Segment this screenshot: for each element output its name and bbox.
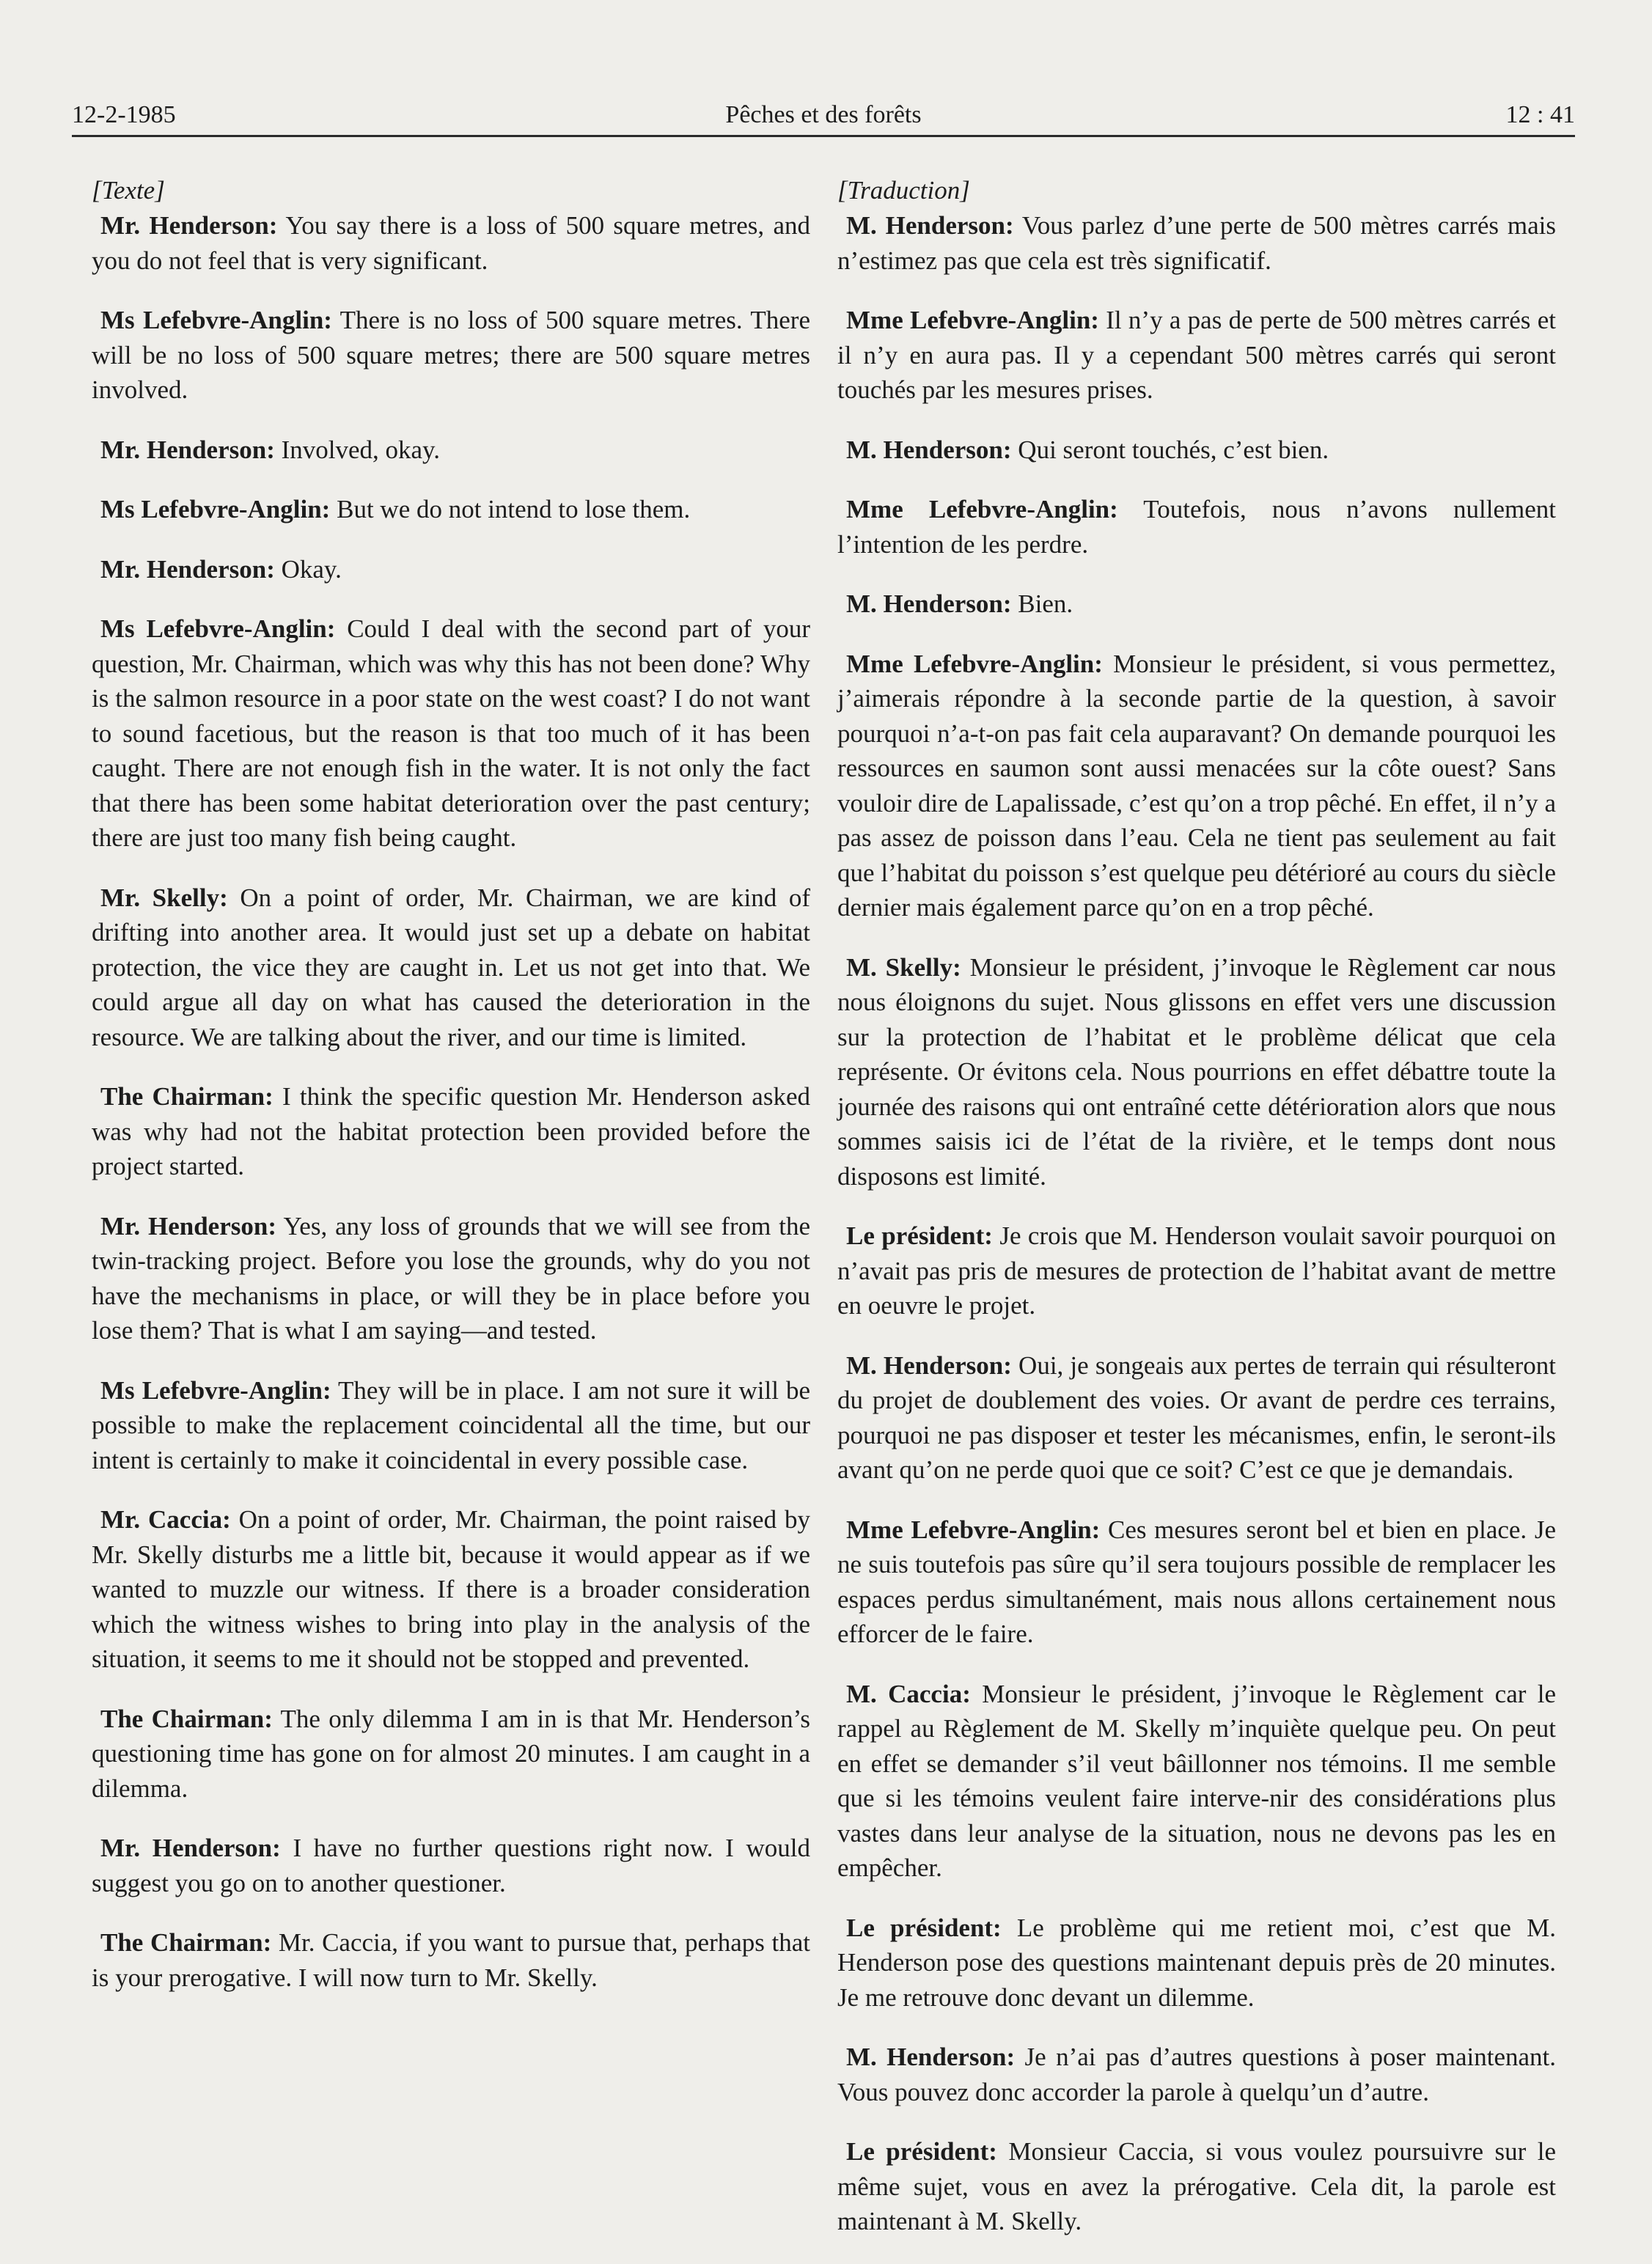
speech-text: There is no loss of 500 square metres. There will be no loss of 500 square metres; there are 500 square metres involved. bbox=[92, 306, 810, 404]
speech-paragraph bbox=[837, 1348, 1556, 1488]
speech-text: Monsieur le président, j’invoque le Règlement car nous nous éloignons du sujet. Nous glissons en effet vers une discussion sur la protection de l’habitat et le problème délicat que cela représente. Or évitons cela. Nous pourrions en effet débattre toute la journée des raisons qui ont entraîné cette détérioration alors que nous sommes saisis ici de l’état de la rivière, et le temps dont nous disposons est limité. bbox=[837, 952, 1556, 1191]
speaker-name: Le président: bbox=[846, 2137, 997, 2166]
speech-text: Yes, any loss of grounds that we will see from the twin-tracking project. Before you lose the grounds, why do you not have the mechanisms in place, or will they be in place before you lose them? That is what I am saying—and tested. bbox=[92, 1211, 810, 1345]
speech-text: On a point of order, Mr. Chairman, the point raised by Mr. Skelly disturbs me a little bit, because it would appear as if we wanted to muzzle our witness. If there is a broader consideration which the witness wishes to bring into play in the analysis of the situation, it seems to me it should not be stopped and prevented. bbox=[92, 1505, 810, 1673]
speaker-name: The Chairman: bbox=[100, 1704, 273, 1733]
speech-paragraph bbox=[837, 1911, 1556, 2015]
speech-paragraph bbox=[837, 1219, 1556, 1323]
speaker-name: Ms Lefebvre-Anglin: bbox=[100, 306, 332, 334]
section-tag: [Texte] bbox=[92, 176, 165, 205]
speaker-name: Le président: bbox=[846, 1221, 993, 1250]
header-page-number: 12 : 41 bbox=[1505, 101, 1575, 128]
speaker-name: Ms Lefebvre-Anglin: bbox=[100, 614, 336, 643]
speech-paragraph bbox=[92, 552, 810, 587]
speech-paragraph bbox=[837, 1677, 1556, 1886]
speech-text: Okay. bbox=[274, 554, 342, 584]
speaker-name: M. Henderson: bbox=[846, 435, 1012, 464]
speech-paragraph bbox=[92, 1373, 810, 1478]
speech-text: On a point of order, Mr. Chairman, we are kind of drifting into another area. It would just set up a debate on habitat protection, the vice they are caught in. Let us not get into that. We could argue all day on what has caused the deterioration in the resource. We are talking about the river, and our time is limited. bbox=[92, 883, 810, 1051]
speech-paragraph bbox=[837, 587, 1556, 622]
speech-paragraph bbox=[837, 433, 1556, 468]
speaker-name: Mr. Henderson: bbox=[100, 211, 278, 240]
speaker-name: M. Henderson: bbox=[846, 589, 1012, 618]
speech-text: Oui, je songeais aux pertes de terrain qui résulteront du projet de doublement des voies. Or avant de perdre ces terrains, pourquoi ne pas disposer et tester les mécanismes, enfin, le seront-ils avant qu’on ne perde quoi que ce soit? C’est ce que je demandais. bbox=[837, 1350, 1556, 1484]
speaker-name: Mr. Caccia: bbox=[100, 1505, 231, 1534]
speaker-name: Ms Lefebvre-Anglin: bbox=[100, 1375, 331, 1405]
speaker-name: Mr. Henderson: bbox=[100, 1211, 276, 1241]
speech-paragraph bbox=[837, 492, 1556, 562]
english-column bbox=[92, 173, 810, 2020]
speaker-name: Ms Lefebvre-Anglin: bbox=[100, 495, 331, 523]
speech-paragraph bbox=[837, 2040, 1556, 2109]
speaker-name: M. Skelly: bbox=[846, 952, 961, 982]
speaker-name: Mme Lefebvre-Anglin: bbox=[846, 1515, 1101, 1544]
speaker-name: The Chairman: bbox=[100, 1082, 274, 1111]
speech-paragraph bbox=[837, 303, 1556, 408]
speech-text: Could I deal with the second part of your question, Mr. Chairman, which was why this has not been done? Why is the salmon resource in a poor state on the west coast? I do not want to sound facetious, but the reason is that too much of it has been caught. There are not enough fish in the water. It is not only the fact that there has been some habitat deterioration over the past century; there are just too many fish being caught. bbox=[92, 614, 811, 852]
speech-text: They will be in place. I am not sure it will be possible to make the replacement coincidental all the time, but our intent is certainly to make it coincidental in every possible case. bbox=[92, 1375, 811, 1474]
speech-text: Bien. bbox=[1011, 589, 1073, 618]
speech-text: Monsieur Caccia, si vous voulez poursuivre sur le même sujet, vous en avez la prérogative. Cela dit, la parole est maintenant à M. Skelly. bbox=[837, 2137, 1556, 2235]
speech-text: The only dilemma I am in is that Mr. Henderson’s questioning time has gone on for almost 20 minutes. I am caught in a dilemma. bbox=[92, 1704, 811, 1803]
french-paragraphs bbox=[837, 208, 1556, 2239]
speech-text: But we do not intend to lose them. bbox=[330, 495, 691, 523]
speech-text: Je crois que M. Henderson voulait savoir pourquoi on n’avait pas pris de mesures de protection de l’habitat avant de mettre en oeuvre le projet. bbox=[837, 1221, 1556, 1320]
speaker-name: Mr. Skelly: bbox=[100, 883, 228, 912]
speech-text: I think the specific question Mr. Henderson asked was why had not the habitat protection been provided before the project started. bbox=[92, 1082, 810, 1180]
speech-paragraph bbox=[92, 1079, 810, 1184]
speaker-name: Mme Lefebvre-Anglin: bbox=[846, 306, 1099, 334]
french-column bbox=[837, 173, 1556, 2264]
speech-paragraph bbox=[837, 2134, 1556, 2239]
speech-paragraph bbox=[837, 647, 1556, 925]
speech-paragraph bbox=[92, 1702, 810, 1807]
running-header bbox=[72, 94, 1575, 137]
header-title: Pêches et des forêts bbox=[725, 101, 922, 128]
speech-paragraph bbox=[92, 208, 810, 278]
speaker-name: M. Henderson: bbox=[846, 2043, 1016, 2071]
speech-paragraph bbox=[92, 611, 810, 856]
speech-text: Monsieur le président, si vous permettez, j’aimerais répondre à la seconde partie de la question, à savoir pourquoi n’a-t-on pas fait cela auparavant? On demande pourquoi les ressources en saumon sont aussi menacées sur la côte ouest? Sans vouloir dire de Lapalissade, c’est qu’on a trop pêché. En effet, il n’y a pas assez de poisson dans l’eau. Cela ne tient pas seulement au fait que l’habitat du poisson s’est quelque peu détérioré au cours du siècle dernier mais également parce qu’on en a trop pêché. bbox=[837, 649, 1556, 922]
header-date: 12-2-1985 bbox=[72, 101, 176, 128]
speaker-name: Mme Lefebvre-Anglin: bbox=[846, 649, 1103, 678]
speech-paragraph bbox=[92, 303, 810, 408]
speech-paragraph bbox=[92, 1502, 810, 1677]
speech-text: Ces mesures seront bel et bien en place. Je ne suis toutefois pas sûre qu’il sera toujours possible de remplacer les espaces perdus simultanément, mais nous allons certainement nous efforcer de le faire. bbox=[837, 1515, 1556, 1648]
speech-paragraph bbox=[92, 433, 810, 468]
speaker-name: Mr. Henderson: bbox=[100, 435, 275, 464]
speech-text: Involved, okay. bbox=[274, 435, 441, 464]
speaker-name: M. Henderson: bbox=[846, 1350, 1012, 1380]
english-paragraphs bbox=[92, 208, 810, 1995]
speech-text: Qui seront touchés, c’est bien. bbox=[1011, 435, 1329, 464]
speech-paragraph bbox=[837, 208, 1556, 278]
section-tag: [Traduction] bbox=[837, 176, 970, 205]
speech-text: Vous parlez d’une perte de 500 mètres carrés mais n’estimez pas que cela est très significatif. bbox=[837, 211, 1556, 275]
speech-text: Le problème qui me retient moi, c’est que M. Henderson pose des questions maintenant depuis près de 20 minutes. Je me retrouve donc devant un dilemme. bbox=[837, 1913, 1556, 2012]
speech-text: Toutefois, nous n’avons nullement l’intention de les perdre. bbox=[837, 495, 1556, 559]
speaker-name: Mr. Henderson: bbox=[100, 554, 275, 584]
speech-paragraph bbox=[837, 1513, 1556, 1652]
speech-text: Mr. Caccia, if you want to pursue that, perhaps that is your prerogative. I will now turn to Mr. Skelly. bbox=[92, 1928, 811, 1992]
speaker-name: The Chairman: bbox=[100, 1928, 272, 1957]
speech-text: I have no further questions right now. I would suggest you go on to another questioner. bbox=[92, 1834, 810, 1897]
speech-text: Monsieur le président, j’invoque le Règlement car le rappel au Règlement de M. Skelly m’inquiète quelque peu. On peut en effet se demander s’il veut bâillonner nos témoins. Il me semble que si les témoins veulent faire interve-nir des considérations plus vastes dans leur analyse de la situation, nous ne devons pas les en empêcher. bbox=[837, 1679, 1556, 1882]
speech-text: Je n’ai pas d’autres questions à poser maintenant. Vous pouvez donc accorder la parole à quelqu’un d’autre. bbox=[837, 2043, 1556, 2106]
speaker-name: M. Henderson: bbox=[846, 211, 1014, 240]
speech-paragraph bbox=[92, 1831, 810, 1900]
speech-paragraph bbox=[92, 1209, 810, 1348]
speaker-name: Le président: bbox=[846, 1913, 1002, 1942]
speaker-name: Mme Lefebvre-Anglin: bbox=[846, 495, 1118, 523]
speech-text: Il n’y a pas de perte de 500 mètres carrés et il n’y en aura pas. Il y a cependant 500 mètres carrés qui seront touchés par les mesures prises. bbox=[837, 306, 1556, 404]
speaker-name: M. Caccia: bbox=[846, 1679, 971, 1708]
speech-paragraph bbox=[837, 950, 1556, 1194]
speech-paragraph bbox=[92, 1925, 810, 1995]
speech-text: You say there is a loss of 500 square metres, and you do not feel that is very significant. bbox=[92, 211, 810, 275]
speaker-name: Mr. Henderson: bbox=[100, 1834, 281, 1862]
speech-paragraph bbox=[92, 881, 810, 1055]
speech-paragraph bbox=[92, 492, 810, 527]
